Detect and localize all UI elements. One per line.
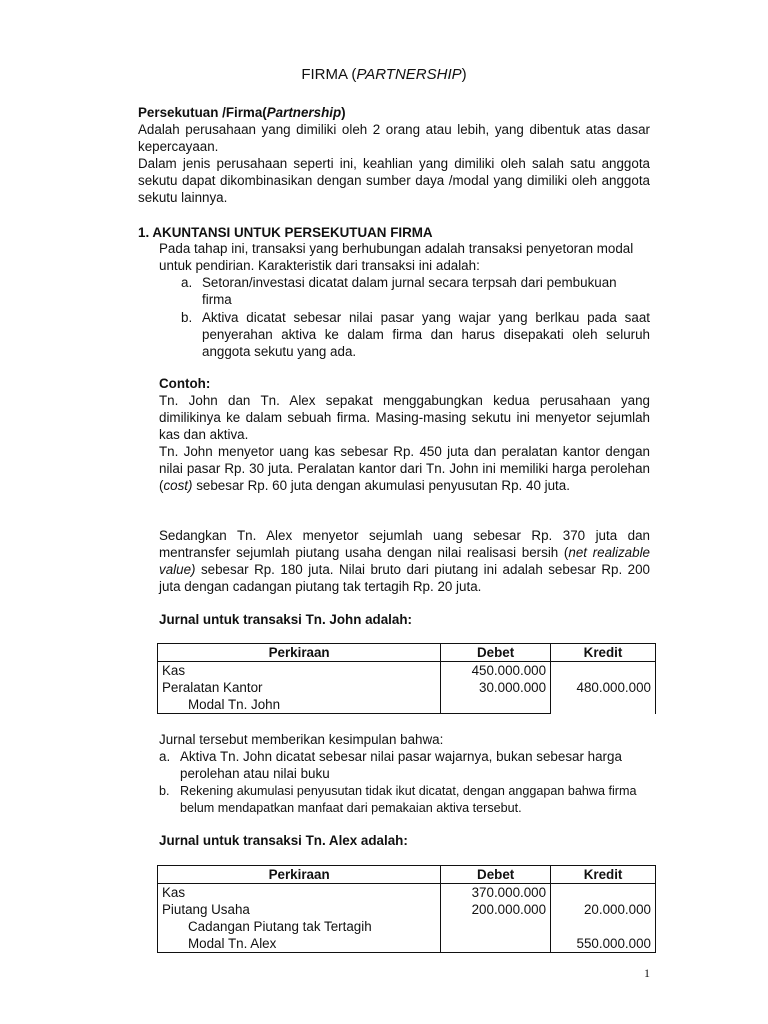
account-cell: Modal Tn. Alex (158, 935, 441, 953)
debit-cell: 450.000.000 (441, 662, 551, 680)
debit-cell: 370.000.000 (441, 884, 551, 902)
page-number: 1 (644, 966, 650, 980)
account-cell: Kas (158, 884, 441, 902)
example-paragraph-1: Tn. John dan Tn. Alex sepakat menggabungkan kedua perusahaan yang dimilikinya ke dalam sebuah firma. Masing-masing sekutu ini menyetor sejumlah kas dan aktiva. (159, 393, 650, 442)
table-row (158, 696, 656, 714)
page-title: FIRMA (PARTNERSHIP) (301, 66, 467, 83)
column-header: Perkiraan (158, 644, 441, 662)
example-paragraph-2: Tn. John menyetor uang kas sebesar Rp. 450 juta dan peralatan kantor dengan nilai pasar Rp. 30 juta. Peralatan kantor dari Tn. John ini memiliki harga perolehan (cost) sebesar Rp. 60 juta dengan akumulasi penyusutan Rp. 40 juta. (159, 444, 650, 493)
example-paragraph-3: Sedangkan Tn. Alex menyetor sejumlah uang sebesar Rp. 370 juta dan mentransfer sejumlah piutang usaha dengan nilai realisasi bersih (net realizable value) sebesar Rp. 180 juta. Nilai bruto dari piutang ini adalah sebesar Rp. 200 juta dengan cadangan piutang tak tertagih Rp. 20 juta. (159, 528, 650, 594)
account-cell: Kas (158, 662, 441, 680)
credit-cell: 550.000.000 (551, 935, 656, 953)
column-header: Debet (441, 866, 551, 884)
table-row (158, 884, 656, 902)
credit-cell (551, 696, 656, 714)
intro-paragraph-2: Dalam jenis perusahaan seperti ini, keahlian yang dimiliki oleh salah satu anggota sekutu dapat dikombinasikan dengan sumber daya /modal yang dimiliki oleh anggota sekutu lainnya. (138, 156, 650, 205)
conclusion-lead: Jurnal tersebut memberikan kesimpulan bahwa: (159, 732, 444, 747)
journal-john-table (157, 643, 656, 714)
credit-cell (551, 884, 656, 902)
column-header: Kredit (551, 644, 656, 662)
table-header-row (158, 866, 656, 884)
list-item (181, 309, 650, 360)
debit-cell: 30.000.000 (441, 679, 551, 696)
credit-cell: 20.000.000 (551, 901, 656, 918)
debit-cell (441, 935, 551, 953)
table-header-row (158, 644, 656, 662)
table-row (158, 935, 656, 953)
debit-cell (441, 696, 551, 714)
credit-cell: 480.000.000 (551, 679, 656, 696)
journal-alex-table (157, 865, 656, 953)
column-header: Debet (441, 644, 551, 662)
journal-john-heading: Jurnal untuk transaksi Tn. John adalah: (159, 612, 412, 627)
section-lead: Pada tahap ini, transaksi yang berhubungan adalah transaksi penyetoran modal untuk pendirian. Karakteristik dari transaksi ini adalah: (159, 241, 634, 273)
account-cell: Modal Tn. John (158, 696, 441, 714)
list-text: Aktiva dicatat sebesar nilai pasar yang wajar yang berlkau pada saat penyerahan aktiva ke dalam firma dan harus disepakati oleh seluruh anggota sekutu yang ada. (202, 310, 650, 359)
debit-cell: 200.000.000 (441, 901, 551, 918)
intro-paragraph-1: Adalah perusahaan yang dimiliki oleh 2 orang atau lebih, yang dibentuk atas dasar kepercayaan. (138, 122, 650, 154)
list-marker: b. (159, 784, 170, 798)
example-heading: Contoh: (159, 376, 211, 391)
list-marker: b. (181, 310, 193, 325)
list-marker: a. (181, 275, 193, 290)
account-cell: Piutang Usaha (158, 901, 441, 918)
credit-cell (551, 662, 656, 680)
account-cell: Peralatan Kantor (158, 679, 441, 696)
section-heading: 1. AKUNTANSI UNTUK PERSEKUTUAN FIRMA (138, 225, 433, 240)
list-text: Aktiva Tn. John dicatat sebesar nilai pasar wajarnya, bukan sebesar harga perolehan atau nilai buku (180, 749, 622, 781)
table-row (158, 662, 656, 680)
list-item (159, 748, 650, 782)
column-header: Kredit (551, 866, 656, 884)
list-item (159, 783, 650, 817)
table-row (158, 901, 656, 918)
intro-heading: Persekutuan /Firma(Partnership) (138, 105, 346, 120)
journal-alex-heading: Jurnal untuk transaksi Tn. Alex adalah: (159, 833, 408, 848)
list-marker: a. (159, 749, 171, 764)
debit-cell (441, 918, 551, 935)
column-header: Perkiraan (158, 866, 441, 884)
list-item (181, 274, 650, 308)
credit-cell (551, 918, 656, 935)
account-cell: Cadangan Piutang tak Tertagih (158, 918, 441, 935)
list-text: Setoran/investasi dicatat dalam jurnal secara terpsah dari pembukuan firma (202, 275, 617, 307)
table-row (158, 679, 656, 696)
list-text: Rekening akumulasi penyusutan tidak ikut dicatat, dengan anggapan bahwa firma belum mendapatkan manfaat dari pemakaian aktiva tersebut. (180, 784, 637, 815)
table-row (158, 918, 656, 935)
